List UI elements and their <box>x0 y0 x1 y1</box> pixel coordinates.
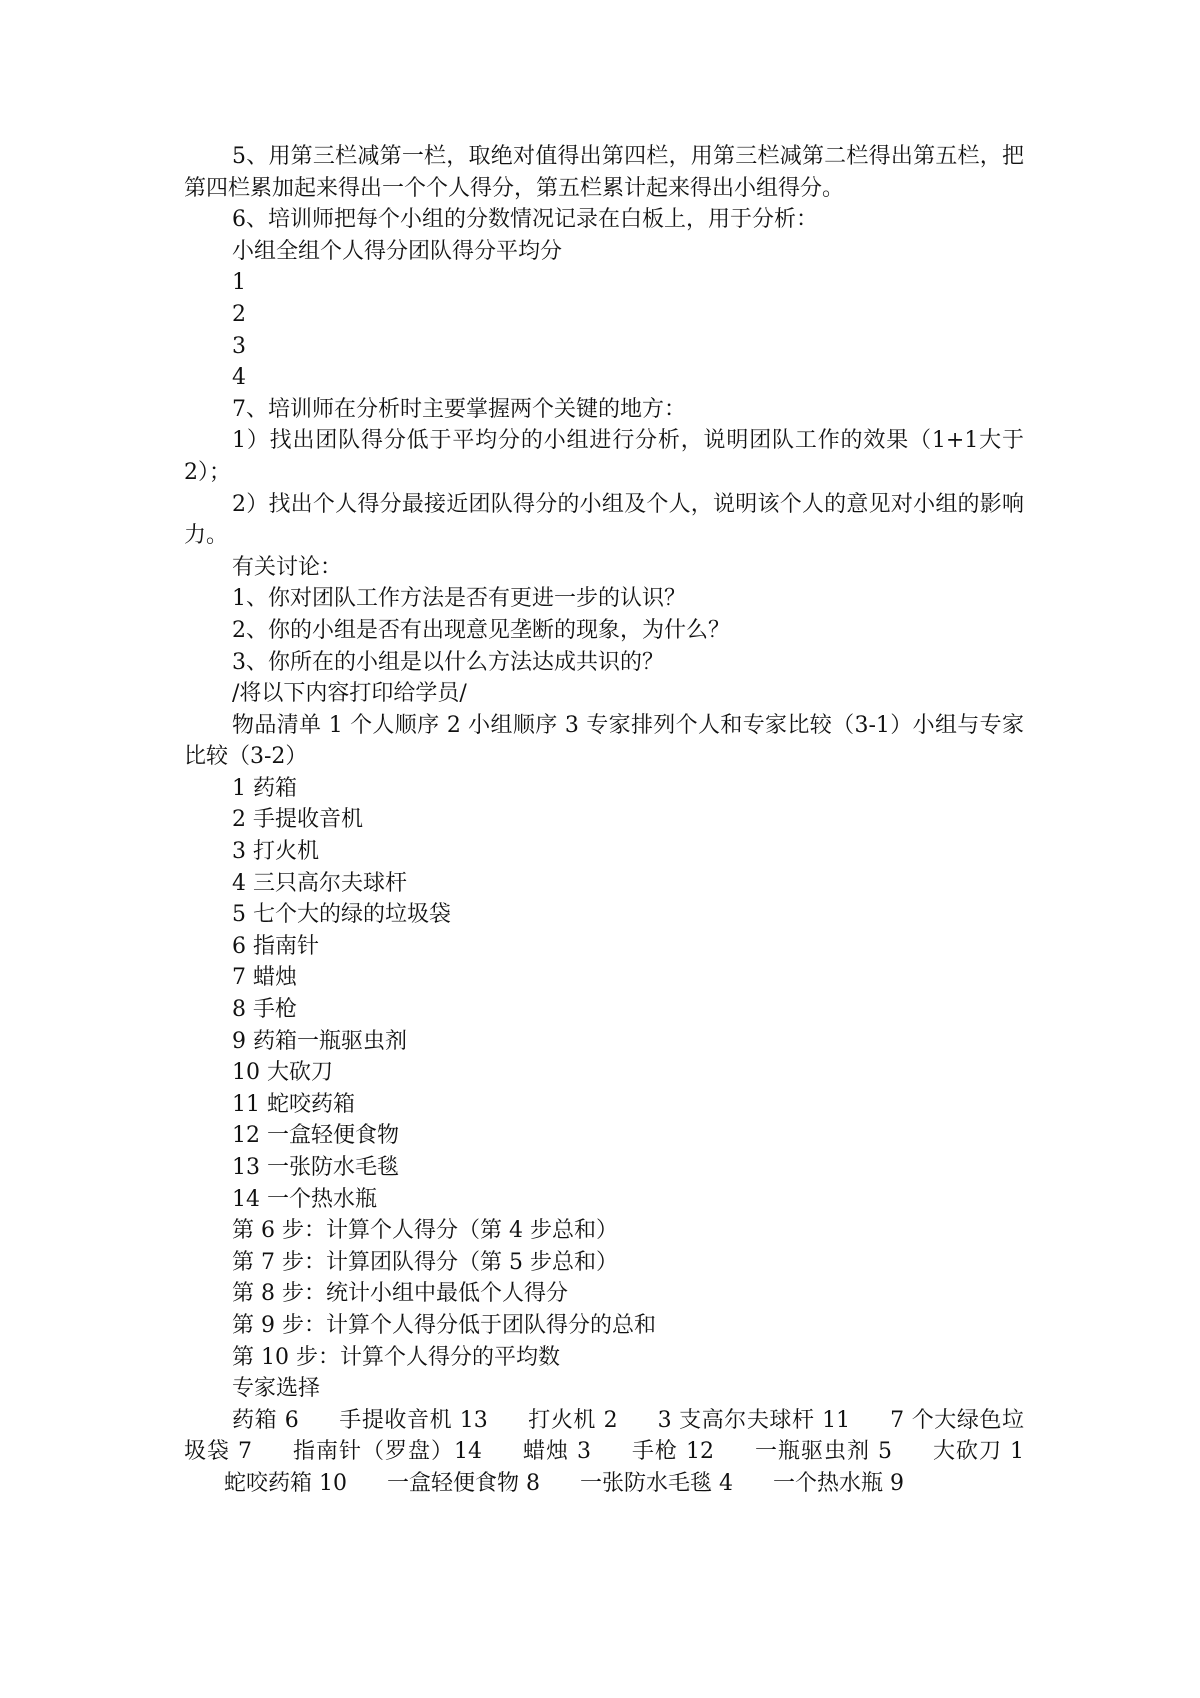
item-8: 8 手枪 <box>232 997 297 1023</box>
expert-choice: 一盒轻便食物 8 <box>387 1470 540 1496</box>
item-14: 14 一个热水瓶 <box>232 1186 377 1212</box>
discussion-question-3: 3、你所在的小组是以什么方法达成共识的？ <box>232 649 664 675</box>
item-2: 2 手提收音机 <box>232 807 363 833</box>
expert-choice: 一张防水毛毯 4 <box>580 1470 733 1496</box>
item-10: 10 大砍刀 <box>232 1060 333 1086</box>
expert-choice: 指南针（罗盘）14 <box>292 1439 482 1465</box>
discussion-question-2: 2、你的小组是否有出现意见垄断的现象，为什么？ <box>232 617 730 643</box>
expert-choice: 药箱 6 <box>232 1407 299 1433</box>
discussion-question-1: 1、你对团队工作方法是否有更进一步的认识？ <box>232 586 686 612</box>
expert-choice-heading: 专家选择 <box>232 1376 321 1402</box>
item-list-header: 物品清单 1 个人顺序 2 小组顺序 3 专家排列个人和专家比较（3-1）小组与专家比较（3-2） <box>184 712 1024 770</box>
expert-choice: 7 个大绿色垃圾袋 7 <box>184 1407 1024 1465</box>
score-table-row-3: 3 <box>232 333 246 359</box>
item-12: 12 一盒轻便食物 <box>232 1123 399 1149</box>
calc-step-10: 第 10 步：计算个人得分的平均数 <box>232 1344 560 1370</box>
score-table-row-2: 2 <box>232 301 246 327</box>
analysis-point-1: 1）找出团队得分低于平均分的小组进行分析，说明团队工作的效果（1+1大于2）； <box>184 428 1024 485</box>
document-body <box>184 141 1024 1500</box>
expert-choice: 打火机 2 <box>527 1407 618 1433</box>
calc-step-9: 第 9 步：计算个人得分低于团队得分的总和 <box>232 1312 656 1338</box>
expert-choice: 大砍刀 1 <box>932 1439 1024 1465</box>
item-6: 6 指南针 <box>232 933 319 959</box>
item-1: 1 药箱 <box>232 775 297 801</box>
score-table-header: 小组全组个人得分团队得分平均分 <box>232 238 563 264</box>
expert-choice: 一瓶驱虫剂 5 <box>754 1439 892 1465</box>
expert-choice: 蜡烛 3 <box>522 1439 591 1465</box>
calc-step-6: 第 6 步：计算个人得分（第 4 步总和） <box>232 1218 618 1244</box>
paragraph-step-5: 5、用第三栏减第一栏，取绝对值得出第四栏，用第三栏减第二栏得出第五栏，把第四栏累加起来得出一个个人得分，第五栏累计起来得出小组得分。 <box>184 144 1024 201</box>
item-4: 4 三只高尔夫球杆 <box>232 870 407 896</box>
item-9: 9 药箱一瓶驱虫剂 <box>232 1028 407 1054</box>
discussion-heading: 有关讨论： <box>232 554 343 580</box>
expert-choice: 3 支高尔夫球杆 11 <box>657 1407 851 1433</box>
item-13: 13 一张防水毛毯 <box>232 1155 399 1180</box>
paragraph-step-6: 6、培训师把每个小组的分数情况记录在白板上，用于分析： <box>232 207 818 233</box>
expert-choice: 手提收音机 13 <box>338 1407 488 1433</box>
paragraph-step-7: 7、培训师在分析时主要掌握两个关键的地方： <box>232 396 686 422</box>
expert-choice-list <box>184 1405 1024 1500</box>
score-table-row-4: 4 <box>232 365 246 391</box>
item-3: 3 打火机 <box>232 839 319 865</box>
expert-choice: 一个热水瓶 9 <box>773 1470 904 1496</box>
expert-choice: 蛇咬药箱 10 <box>224 1470 347 1496</box>
analysis-point-2: 2）找出个人得分最接近团队得分的小组及个人，说明该个人的意见对小组的影响力。 <box>184 491 1024 549</box>
score-table-row-1: 1 <box>232 270 246 296</box>
expert-choice: 手枪 12 <box>631 1439 714 1465</box>
item-7: 7 蜡烛 <box>232 965 297 991</box>
calc-step-7: 第 7 步：计算团队得分（第 5 步总和） <box>232 1249 618 1275</box>
calc-step-8: 第 8 步：统计小组中最低个人得分 <box>232 1281 568 1307</box>
print-note: /将以下内容打印给学员/ <box>232 681 467 707</box>
item-5: 5 七个大的绿的垃圾袋 <box>232 902 451 928</box>
item-11: 11 蛇咬药箱 <box>232 1091 355 1117</box>
